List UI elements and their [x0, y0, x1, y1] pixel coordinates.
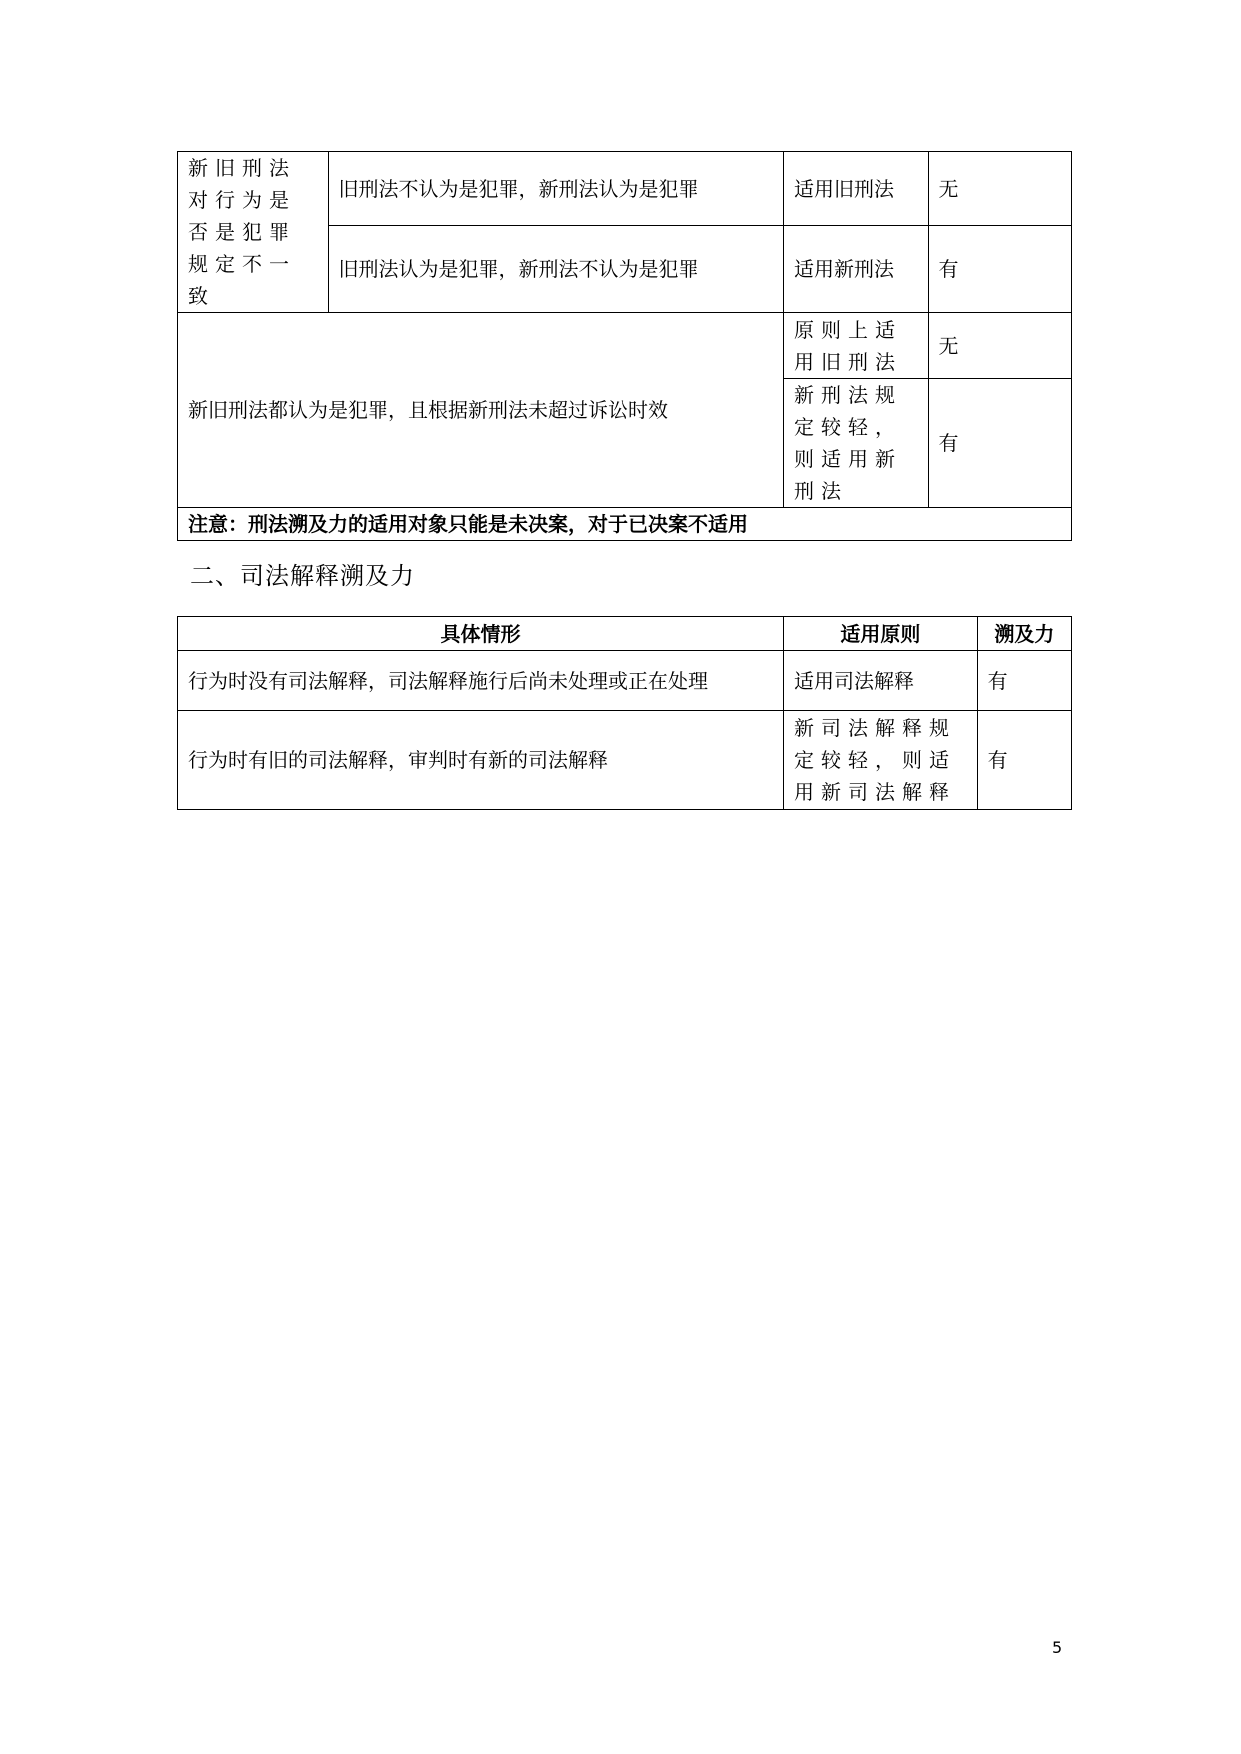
- retroactivity-table: [177, 151, 1072, 541]
- principle-cell: 新司法解释规定较轻，则适用新司法解释: [784, 711, 978, 810]
- retro-cell: 无: [928, 313, 1072, 379]
- note-cell: 注意：刑法溯及力的适用对象只能是未决案，对于已决案不适用: [178, 508, 1072, 541]
- situation-cell: 行为时有旧的司法解释，审判时有新的司法解释: [178, 711, 784, 810]
- retro-cell: 有: [977, 711, 1071, 810]
- header-cell: 具体情形: [178, 617, 784, 651]
- principle-cell: 新刑法规定较轻，则适用新刑法: [784, 379, 928, 508]
- header-cell: 适用原则: [784, 617, 978, 651]
- retro-cell: 无: [928, 152, 1072, 226]
- page-number: 5: [1052, 1638, 1063, 1657]
- principle-cell: 适用司法解释: [784, 651, 978, 711]
- retro-cell: 有: [928, 379, 1072, 508]
- situation-cell: 新旧刑法都认为是犯罪，且根据新刑法未超过诉讼时效: [178, 313, 784, 508]
- group-label-cell: 新旧刑法对行为是否是犯罪规定不一致: [178, 152, 329, 313]
- situation-cell: 旧刑法认为是犯罪，新刑法不认为是犯罪: [328, 226, 784, 313]
- judicial-interpretation-table: [177, 616, 1072, 810]
- retro-cell: 有: [928, 226, 1072, 313]
- principle-cell: 适用旧刑法: [784, 152, 928, 226]
- header-cell: 溯及力: [977, 617, 1071, 651]
- principle-cell: 适用新刑法: [784, 226, 928, 313]
- principle-cell: 原则上适用旧刑法: [784, 313, 928, 379]
- retro-cell: 有: [977, 651, 1071, 711]
- section-heading: 二、司法解释溯及力: [190, 562, 415, 590]
- situation-cell: 行为时没有司法解释，司法解释施行后尚未处理或正在处理: [178, 651, 784, 711]
- situation-cell: 旧刑法不认为是犯罪，新刑法认为是犯罪: [328, 152, 784, 226]
